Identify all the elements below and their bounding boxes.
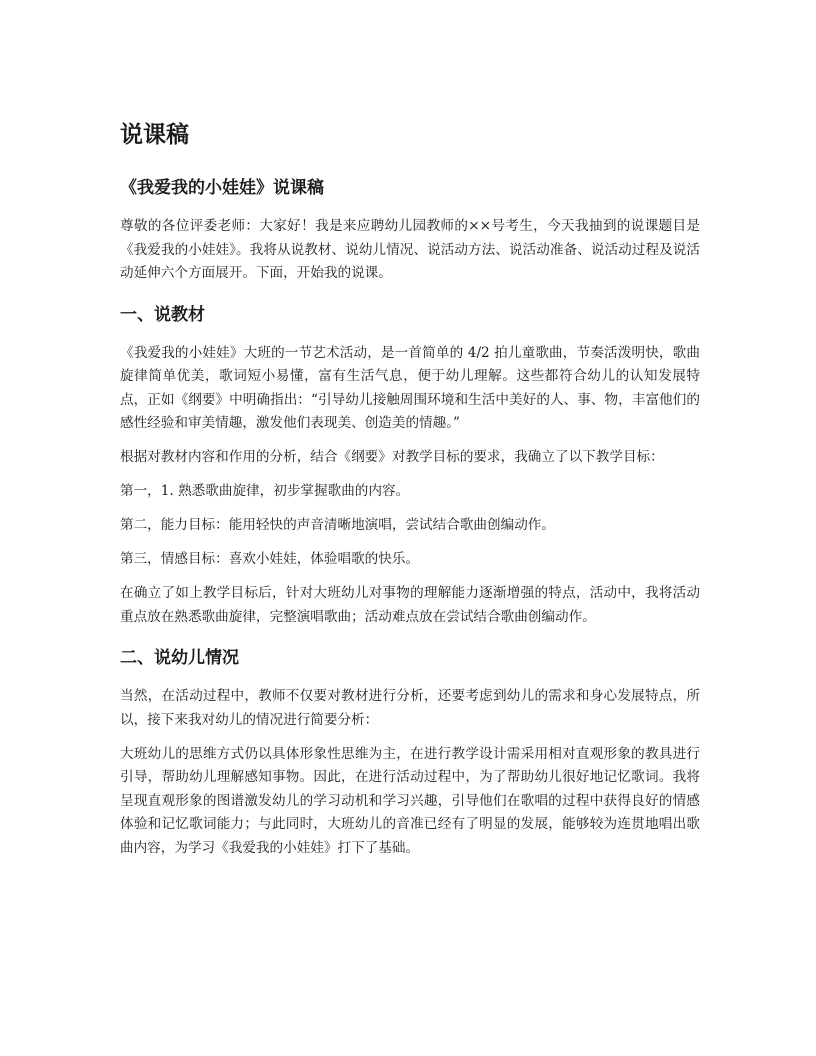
document-subtitle: 《我爱我的小娃娃》说课稿 xyxy=(120,178,324,198)
paragraph: 当然，在活动过程中，教师不仅要对教材进行分析，还要考虑到幼儿的需求和身心发展特点，所以，接下来我对幼儿的情况进行简要分析： xyxy=(120,688,700,728)
document-page xyxy=(120,118,700,871)
section-heading-teaching-material: 一、说教材 xyxy=(120,304,205,325)
paragraph: 《我爱我的小娃娃》大班的一节艺术活动，是一首简单的 4/2 拍儿童歌曲，节奏活泼明快，歌曲旋律简单优美，歌词短小易懂，富有生活气息，便于幼儿理解。这些都符合幼儿的认知发展特点，正如《纲要》中明确指出：“引导幼儿接触周围环境和生活中美好的人、事、物，丰富他们的感性经验和审美情趣，激发他们表现美、创造美的情趣。” xyxy=(120,344,700,431)
paragraph: 根据对教材内容和作用的分析，结合《纲要》对教学目标的要求，我确立了以下教学目标： xyxy=(120,449,664,465)
paragraph: 在确立了如上教学目标后，针对大班幼儿对事物的理解能力逐渐增强的特点，活动中，我将活动重点放在熟悉歌曲旋律，完整演唱歌曲；活动难点放在尝试结合歌曲创编动作。 xyxy=(120,585,700,625)
intro-paragraph: 尊敬的各位评委老师：大家好！我是来应聘幼儿园教师的××号考生，今天我抽到的说课题目是《我爱我的小娃娃》。我将从说教材、说幼儿情况、说活动方法、说活动准备、说活动过程及说活动延伸六个方面展开。下面，开始我的说课。 xyxy=(120,218,700,281)
paragraph: 第三，情感目标：喜欢小娃娃，体验唱歌的快乐。 xyxy=(120,551,420,567)
paragraph: 第一，1. 熟悉歌曲旋律，初步掌握歌曲的内容。 xyxy=(120,483,410,499)
document-title: 说课稿 xyxy=(120,122,189,148)
paragraph: 第二，能力目标：能用轻快的声音清晰地演唱，尝试结合歌曲创编动作。 xyxy=(120,517,555,533)
paragraph: 大班幼儿的思维方式仍以具体形象性思维为主，在进行教学设计需采用相对直观形象的教具进行引导，帮助幼儿理解感知事物。因此，在进行活动过程中，为了帮助幼儿很好地记忆歌词。我将呈现直观形象的图谱激发幼儿的学习动机和学习兴趣，引导他们在歌唱的过程中获得良好的情感体验和记忆歌词能力；与此同时，大班幼儿的音准已经有了明显的发展，能够较为连贯地唱出歌曲内容，为学习《我爱我的小娃娃》打下了基础。 xyxy=(120,745,700,856)
section-heading-children-situation: 二、说幼儿情况 xyxy=(120,648,239,668)
